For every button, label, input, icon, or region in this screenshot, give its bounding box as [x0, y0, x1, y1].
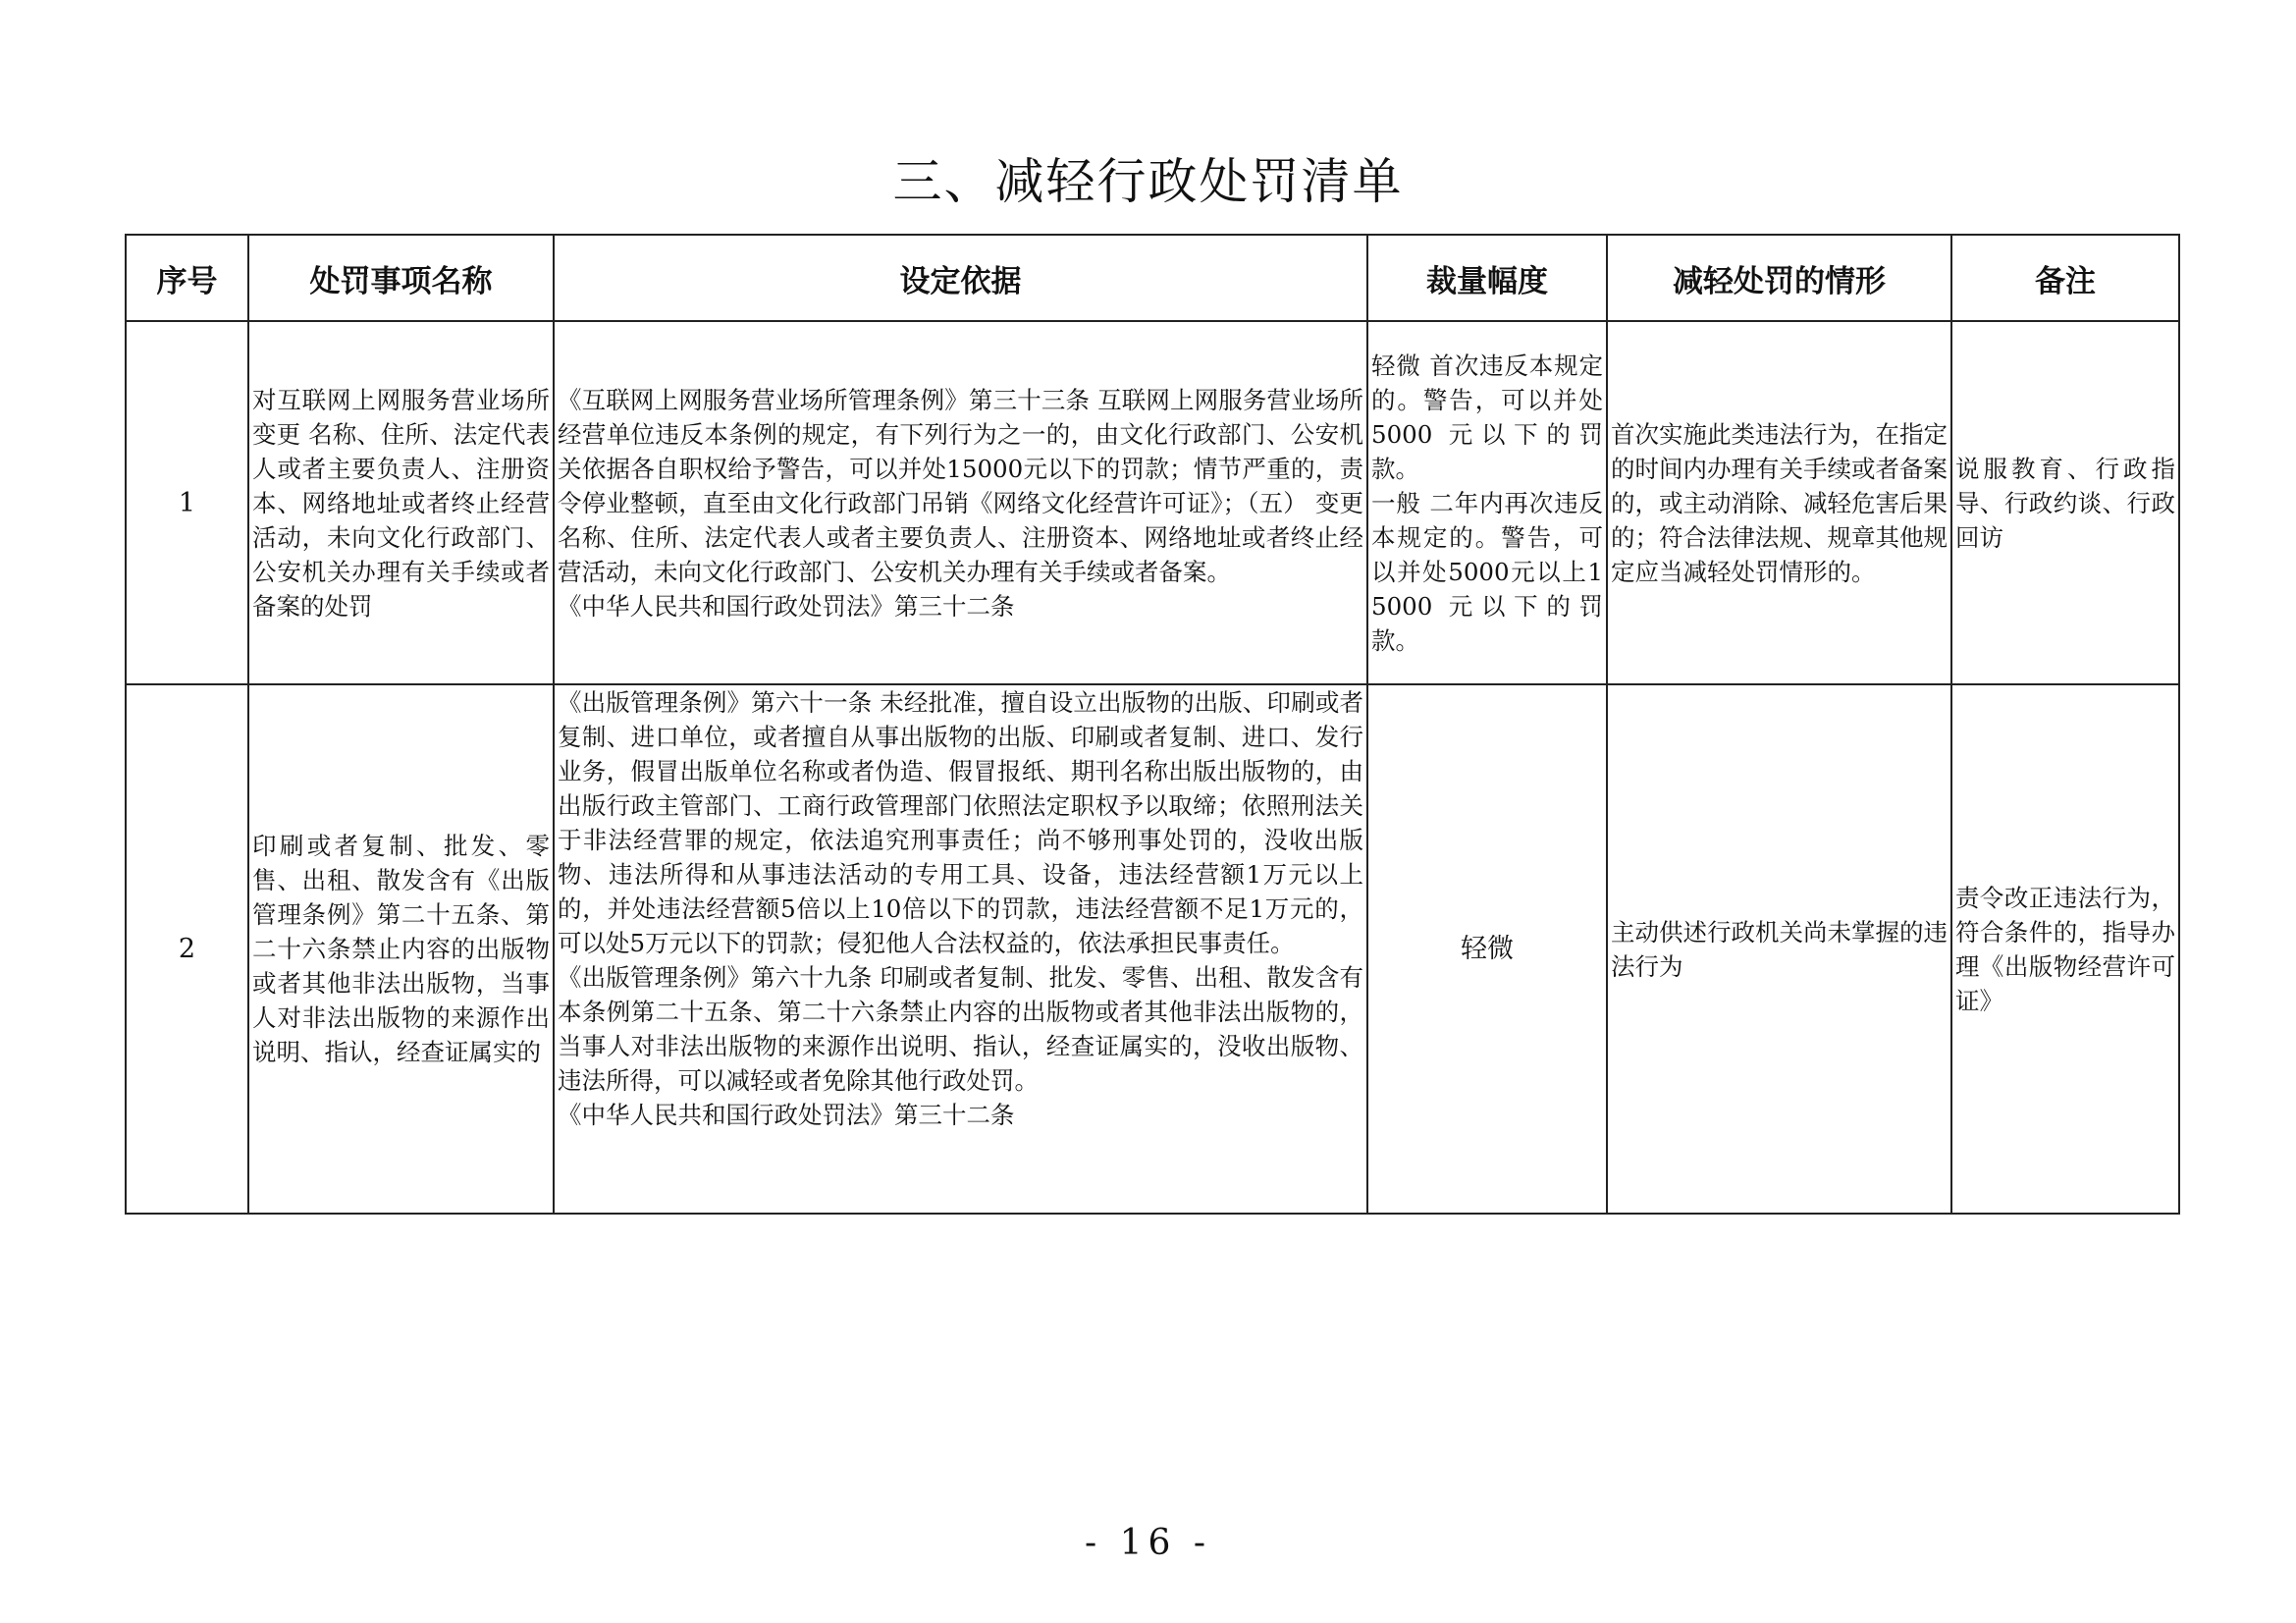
row-discretion: 轻微 [1367, 684, 1607, 1214]
row-remarks: 说服教育、行政指导、行政约谈、行政回访 [1951, 321, 2179, 684]
row-basis: 《出版管理条例》第六十一条 未经批准，擅自设立出版物的出版、印刷或者复制、进口单位，或者擅自从事出版物的出版、印刷或者复制、进口、发行业务，假冒出版单位名称或者伪造、假冒报纸、期刊名称出版出版物的，由出版行政主管部门、工商行政管理部门依照法定职权予以取缔；依照刑法关于非法经营罪的规定，依法追究刑事责任；尚不够刑事处罚的，没收出版物、违法所得和从事违法活动的专用工具、设备，违法经营额1万元以上的，并处违法经营额5倍以上10倍以下的罚款，违法经营额不足1万元的，可以处5万元以下的罚款；侵犯他人合法权益的，依法承担民事责任。 《出版管理条例》第六十九条 印刷或者复制、批发、零售、出租、散发含有本条例第二十五条、第二十六条禁止内容的出版物或者其他非法出版物的，当事人对非法出版物的来源作出说明、指认，经查证属实的，没收出版物、违法所得，可以减轻或者免除其他行政处罚。 《中华人民共和国行政处罚法》第三十二条 [554, 684, 1367, 1214]
row-item-name: 印刷或者复制、批发、零售、出租、散发含有《出版管理条例》第二十五条、第二十六条禁止内容的出版物或者其他非法出版物，当事人对非法出版物的来源作出说明、指认，经查证属实的 [248, 684, 554, 1214]
page-title: 三、减轻行政处罚清单 [892, 153, 1404, 210]
row-index: 1 [126, 321, 248, 684]
page-number: - 16 - [1084, 1523, 1212, 1563]
row-item-name: 对互联网上网服务营业场所变更 名称、住所、法定代表人或者主要负责人、注册资本、网络地址或者终止经营活动，未向文化行政部门、公安机关办理有关手续或者备案的处罚 [248, 321, 554, 684]
row-index: 2 [126, 684, 248, 1214]
header-remarks: 备注 [1951, 235, 2179, 321]
penalty-table [125, 234, 2180, 1215]
table-header-row [126, 235, 2179, 321]
row-discretion: 轻微 首次违反本规定的。警告，可以并处5000 元以下的罚款。 一般 二年内再次违反本规定的。警告，可以并处5000元以上15000 元以下的罚款。 [1367, 321, 1607, 684]
row-circumstances: 主动供述行政机关尚未掌握的违法行为 [1607, 684, 1951, 1214]
header-basis: 设定依据 [554, 235, 1367, 321]
table-row [126, 684, 2179, 1214]
header-item-name: 处罚事项名称 [248, 235, 554, 321]
row-basis: 《互联网上网服务营业场所管理条例》第三十三条 互联网上网服务营业场所经营单位违反本条例的规定，有下列行为之一的，由文化行政部门、公安机关依据各自职权给予警告，可以并处15000元以下的罚款；情节严重的，责令停业整顿，直至由文化行政部门吊销《网络文化经营许可证》；（五） 变更名称、住所、法定代表人或者主要负责人、注册资本、网络地址或者终止经营活动，未向文化行政部门、公安机关办理有关手续或者备案。 《中华人民共和国行政处罚法》第三十二条 [554, 321, 1367, 684]
table-row [126, 321, 2179, 684]
header-discretion: 裁量幅度 [1367, 235, 1607, 321]
header-index: 序号 [126, 235, 248, 321]
row-remarks: 责令改正违法行为，符合条件的，指导办理《出版物经营许可证》 [1951, 684, 2179, 1214]
header-circumstances: 减轻处罚的情形 [1607, 235, 1951, 321]
row-circumstances: 首次实施此类违法行为，在指定的时间内办理有关手续或者备案的，或主动消除、减轻危害后果的；符合法律法规、规章其他规定应当减轻处罚情形的。 [1607, 321, 1951, 684]
